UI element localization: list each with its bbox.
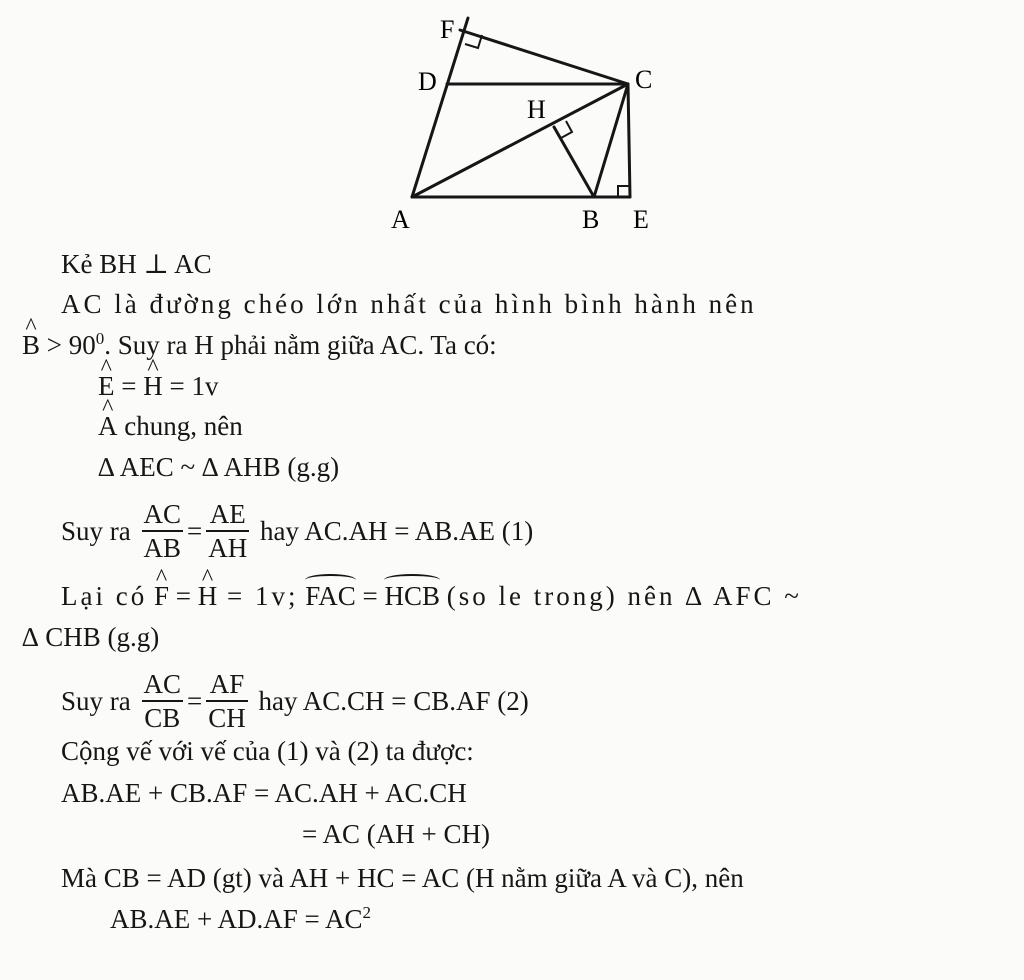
line-ratio-2: Suy ra $\frac{AC}{CB}$ = $\frac{AF}{CH}$ hay AC.CH = CB.AF (2)	[61, 669, 529, 733]
fraction-ac-ab: $\frac{AC}{AB}$	[143, 499, 182, 563]
label-h: H	[527, 95, 546, 124]
label-c: C	[635, 65, 653, 94]
line-right-angles: ^ E = ^ H = 1v	[98, 370, 218, 402]
angle-f: ^ F	[154, 580, 169, 612]
line-ratio-1: Suy ra $\frac{AC}{AB}$ = $\frac{AE}{AH}$ hay AC.AH = AB.AE (1)	[61, 499, 534, 563]
label-a: A	[391, 205, 410, 234]
segment-fc	[460, 30, 628, 84]
angle-h-2: ^ H	[198, 580, 218, 612]
line-sum: AB.AE + CB.AF = AC.AH + AC.CH	[61, 778, 467, 808]
fraction-ac-cb: $\frac{AC}{CB}$	[143, 669, 182, 733]
angle-h: ^ H	[143, 370, 163, 402]
angle-e: ^ E	[98, 370, 115, 402]
segment-ac	[412, 84, 628, 197]
segment-bh	[554, 127, 594, 197]
geometry-figure	[0, 0, 1024, 240]
right-angle-e	[618, 186, 630, 197]
angle-fac: FAC	[305, 581, 356, 611]
angle-hcb: HCB	[384, 581, 441, 611]
label-b: B	[582, 205, 600, 234]
fraction-af-ch: $\frac{AF}{CH}$	[208, 669, 246, 733]
angle-a: ^ A	[98, 410, 118, 442]
line-common-angle: ^ A chung, nên	[98, 410, 243, 442]
angle-b: ^ B	[22, 329, 40, 361]
label-e: E	[633, 205, 649, 234]
line-diagonal-statement: AC là đường chéo lớn nhất của hình bình hành nên	[61, 289, 757, 319]
line-add-equations: Cộng vế với vế của (1) và (2) ta được:	[61, 736, 474, 766]
line-similar-2: ∆ CHB (g.g)	[22, 622, 160, 652]
label-f: F	[440, 15, 455, 44]
line-factor: = AC (AH + CH)	[302, 819, 490, 849]
line-second-similarity: Lại có ^ F = ^ H = 1v; FAC = HCB (so le trong) nên ∆ AFC ~	[61, 580, 802, 612]
line-result: $AB.AE + AD.AF = AC^2$	[110, 903, 371, 934]
segment-bc	[594, 84, 628, 197]
segment-ce	[628, 84, 630, 197]
line-angle-b: ^ $B > 90^0$. Suy ra H phải nằm giữa AC. Ta có:	[22, 329, 497, 361]
line-similar-1: ∆ AEC ~ ∆ AHB (g.g)	[98, 452, 340, 482]
line-substitution: Mà CB = AD (gt) và AH + HC = AC (H nằm giữa A và C), nên	[61, 863, 744, 893]
segment-af	[412, 18, 468, 197]
line-draw-bh: Kẻ BH ⊥ AC	[61, 249, 212, 279]
fraction-ae-ah: $\frac{AE}{AH}$	[208, 499, 248, 563]
label-d: D	[418, 67, 437, 96]
right-angle-h	[561, 121, 572, 138]
